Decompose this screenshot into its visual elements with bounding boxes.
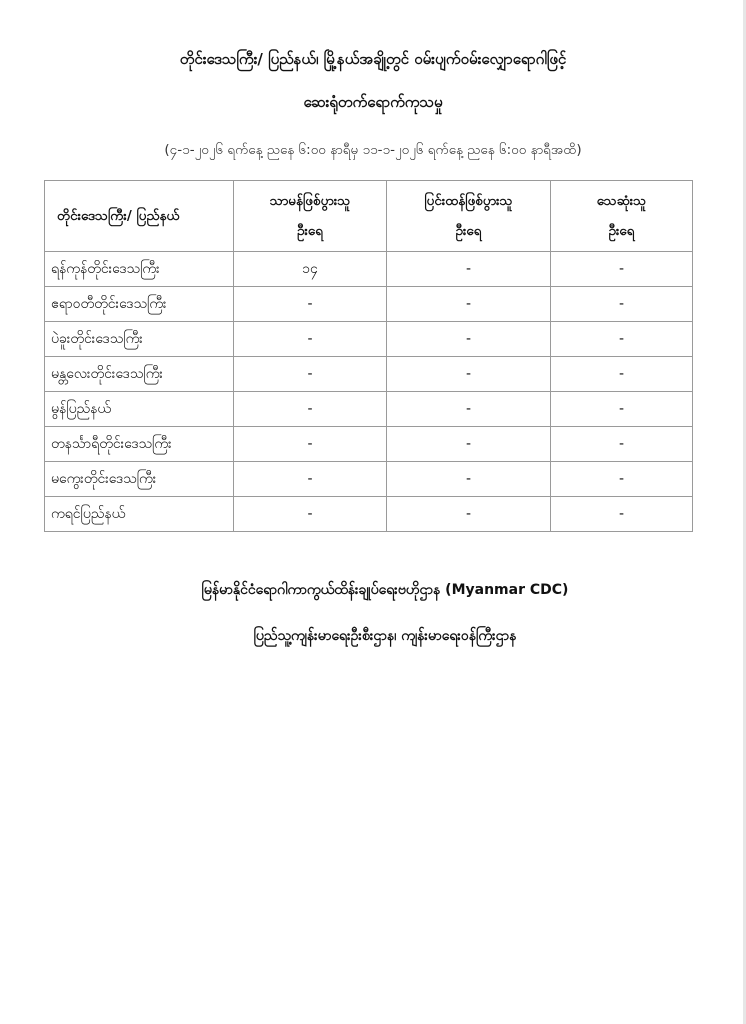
region-cell: ဧရာဝတီတိုင်းဒေသကြီး <box>45 287 234 322</box>
region-cell: တနင်္သာရီတိုင်းဒေသကြီး <box>45 427 234 462</box>
header-severe-line1: ပြင်းထန်ဖြစ်ပွားသူ <box>424 193 513 209</box>
header-mild-line2: ဦးရေ <box>297 223 323 239</box>
header-deaths-line2: ဦးရေ <box>608 223 635 239</box>
severe-cell: - <box>387 462 551 497</box>
table-row <box>45 322 693 357</box>
region-cell: မန္တလေးတိုင်းဒေသကြီး <box>45 357 234 392</box>
document-title-line-2: ဆေးရုံတက်ရောက်ကုသမှု <box>303 93 443 111</box>
severe-cell: - <box>387 252 551 287</box>
table-row <box>45 252 693 287</box>
header-mild-cases <box>234 181 387 252</box>
deaths-cell: - <box>551 497 693 532</box>
table-header-row <box>45 181 693 252</box>
severe-cell: - <box>387 497 551 532</box>
issuer-line-1: မြန်မာနိုင်ငံရောဂါကာကွယ်ထိန်းချုပ်ရေးဗဟိုဌာန (Myanmar CDC) <box>201 582 569 598</box>
mild-cell: - <box>234 462 387 497</box>
region-cell: ပဲခူးတိုင်းဒေသကြီး <box>45 322 234 357</box>
header-region <box>45 181 234 252</box>
table-row <box>45 287 693 322</box>
table-row <box>45 357 693 392</box>
document-title-line-1: တိုင်းဒေသကြီး/ ပြည်နယ်၊ မြို့နယ်အချို့တွင် ဝမ်းပျက်ဝမ်းလျှောရောဂါဖြင့် <box>179 50 567 68</box>
deaths-cell: - <box>551 322 693 357</box>
mild-cell: - <box>234 392 387 427</box>
cases-table <box>44 180 693 532</box>
severe-cell: - <box>387 427 551 462</box>
table-row <box>45 497 693 532</box>
header-deaths-line1: သေဆုံးသူ <box>596 193 647 209</box>
region-cell: ရန်ကုန်တိုင်းဒေသကြီး <box>45 252 234 287</box>
region-cell: မွန်ပြည်နယ် <box>45 392 234 427</box>
table-row <box>45 427 693 462</box>
mild-cell: - <box>234 287 387 322</box>
reporting-period: (၄-၁-၂၀၂၆ ရက်နေ့ ညနေ ၆:၀၀ နာရီမှ ၁၁-၁-၂၀၂၆ ရက်နေ့ ညနေ ၆:၀၀ နာရီအထိ) <box>164 142 582 158</box>
severe-cell: - <box>387 392 551 427</box>
header-severe-cases <box>387 181 551 252</box>
table-row <box>45 392 693 427</box>
deaths-cell: - <box>551 427 693 462</box>
severe-cell: - <box>387 357 551 392</box>
mild-cell: - <box>234 357 387 392</box>
header-deaths <box>551 181 693 252</box>
deaths-cell: - <box>551 287 693 322</box>
header-region-label: တိုင်းဒေသကြီး/ ပြည်နယ် <box>57 208 180 224</box>
header-severe-line2: ဦးရေ <box>455 223 482 239</box>
severe-cell: - <box>387 287 551 322</box>
deaths-cell: - <box>551 252 693 287</box>
deaths-cell: - <box>551 392 693 427</box>
region-cell: မကွေးတိုင်းဒေသကြီး <box>45 462 234 497</box>
header-mild-line1: သာမန်ဖြစ်ပွားသူ <box>269 193 351 209</box>
table-row <box>45 462 693 497</box>
deaths-cell: - <box>551 462 693 497</box>
region-cell: ကရင်ပြည်နယ် <box>45 497 234 532</box>
mild-cell: ၁၄ <box>234 252 387 287</box>
issuer-line-2: ပြည်သူ့ကျန်းမာရေးဦးစီးဌာန၊ ကျန်းမာရေးဝန်ကြီးဌာန <box>253 628 517 644</box>
mild-cell: - <box>234 497 387 532</box>
mild-cell: - <box>234 322 387 357</box>
deaths-cell: - <box>551 357 693 392</box>
mild-cell: - <box>234 427 387 462</box>
severe-cell: - <box>387 322 551 357</box>
